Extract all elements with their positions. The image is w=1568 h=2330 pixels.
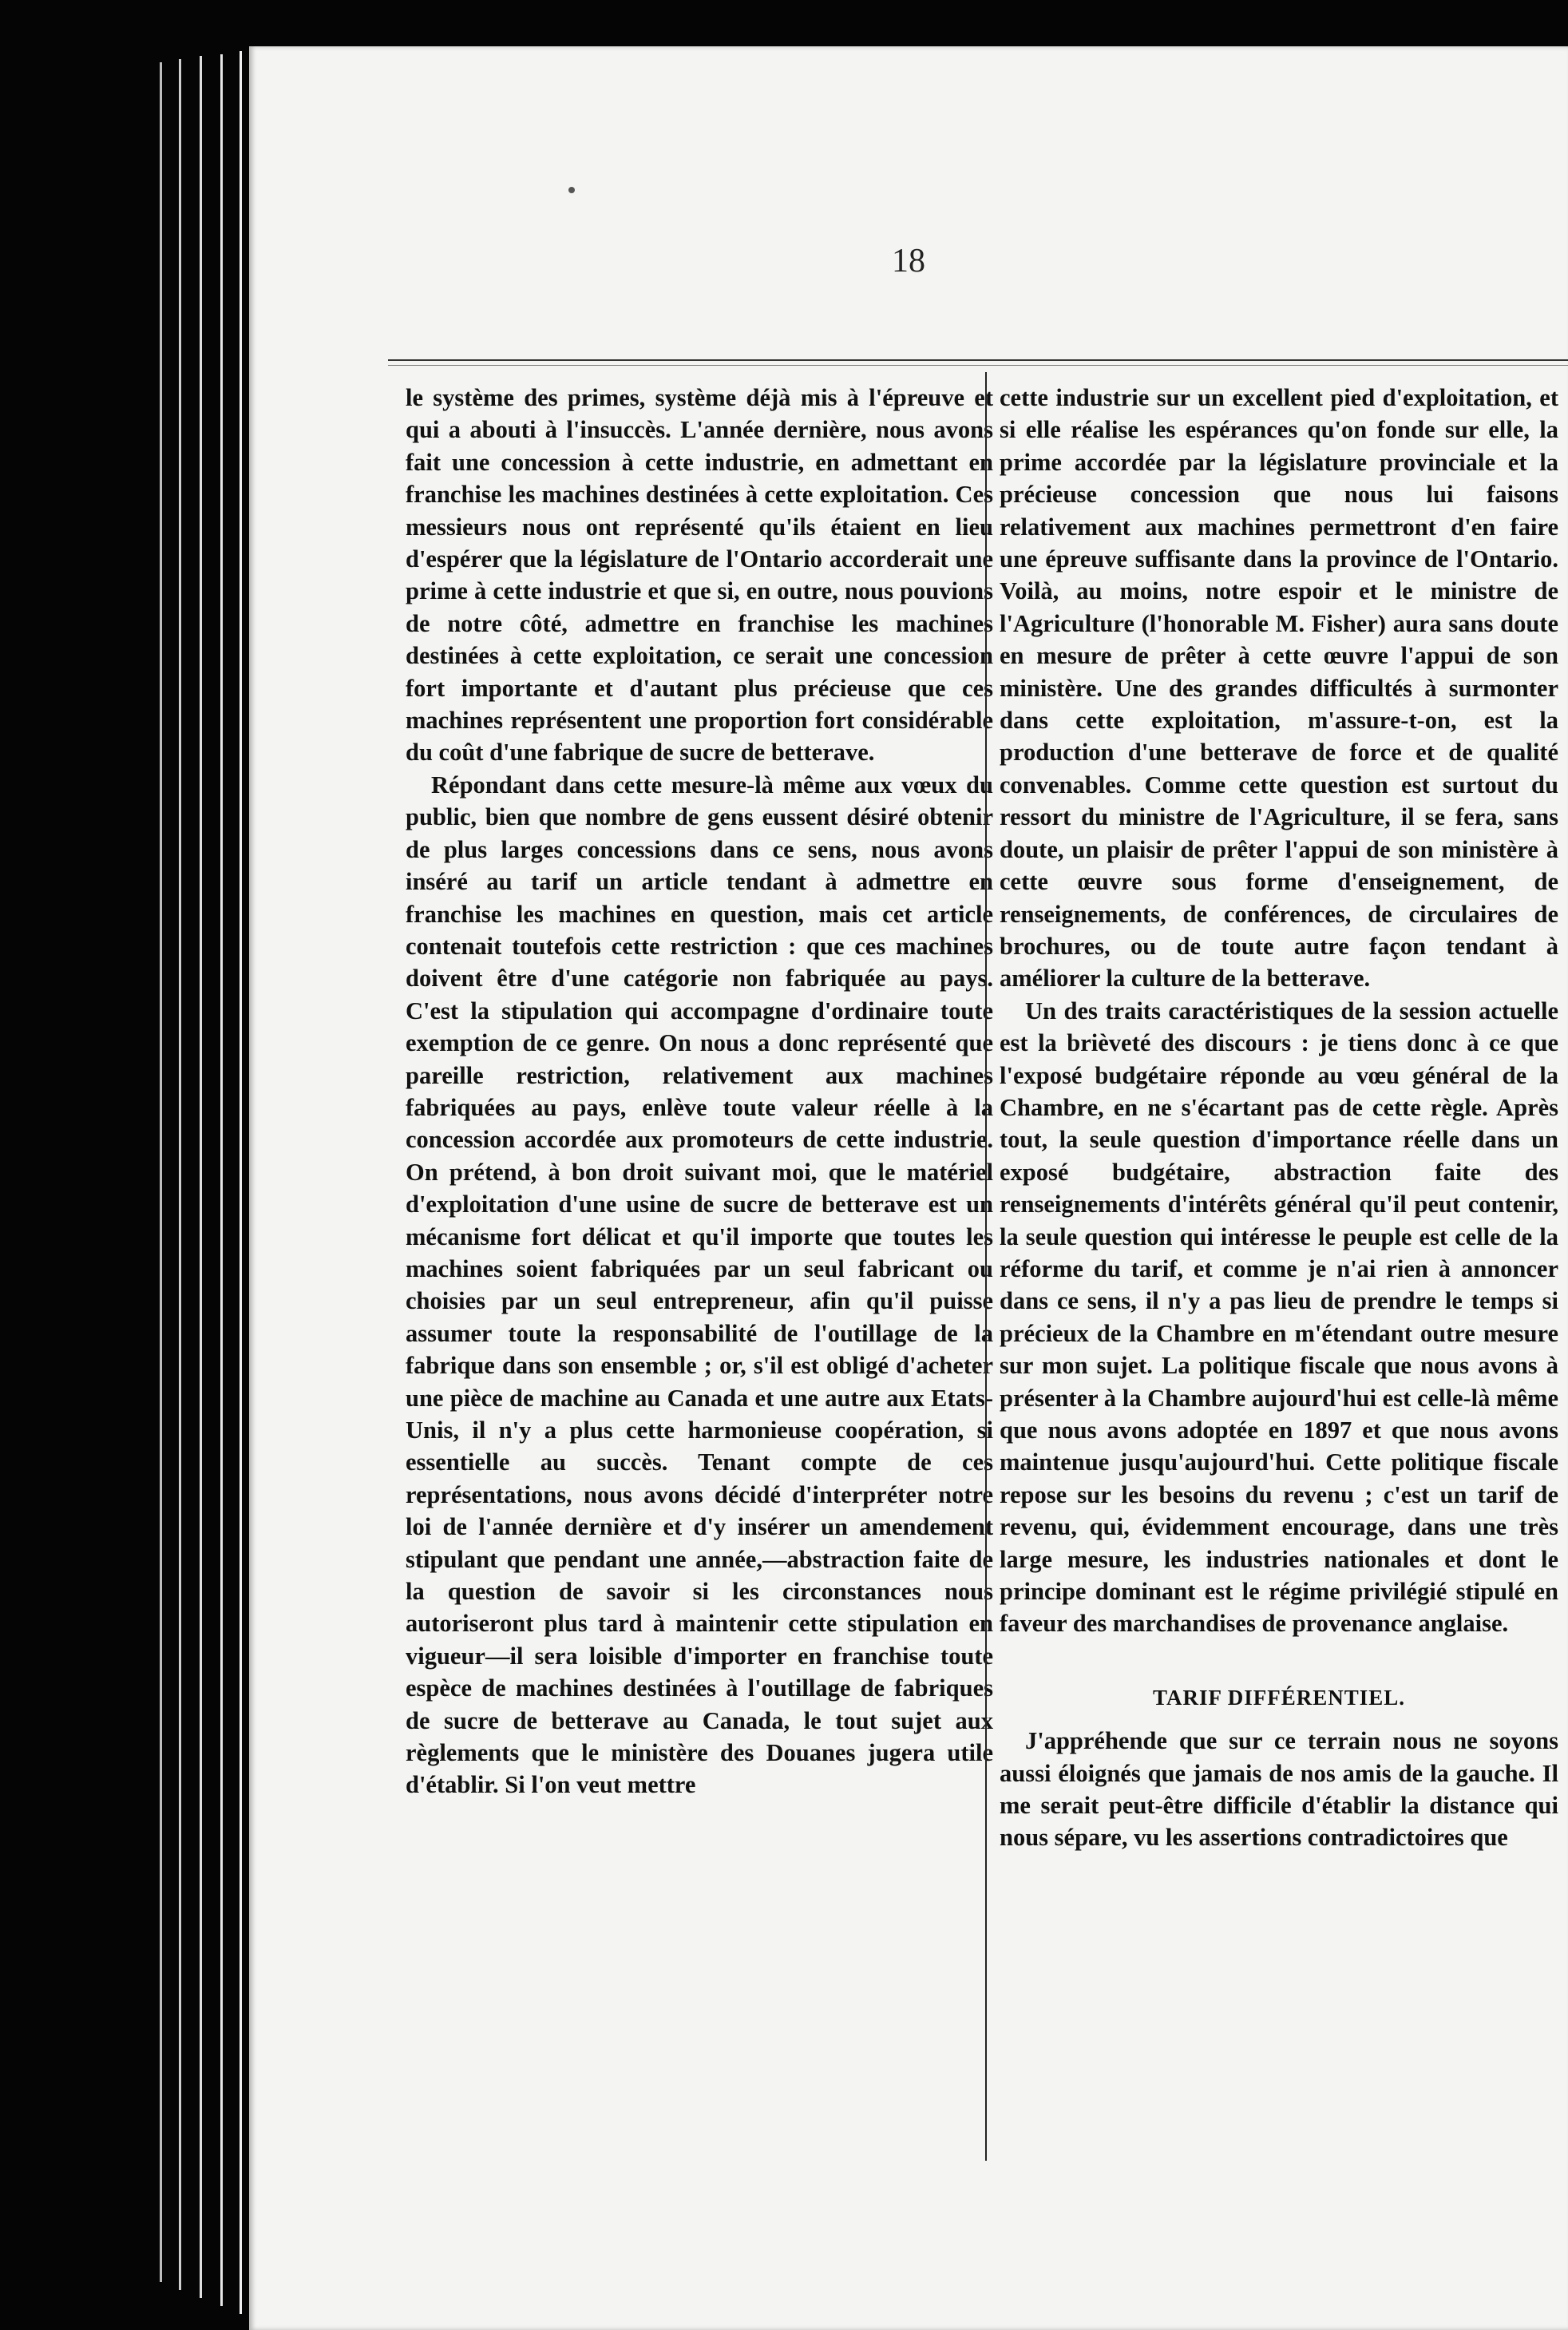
section-paragraph-1: J'appréhende que sur ce terrain nous ne soyons aussi éloignés que jamais de nos amis de la gauche. Il me serait peut-être difficile d'établir la distance qui nous sépare, vu les assertions contradictoires que <box>1000 1727 1558 1852</box>
page-edge <box>179 59 181 2290</box>
section-heading: TARIF DIFFÉRENTIEL. <box>1152 1685 1406 1710</box>
page-edge <box>160 62 162 2282</box>
left-column <box>406 382 993 1801</box>
column-divider <box>985 372 987 2161</box>
page-edge <box>200 56 202 2298</box>
header-rule-thin <box>388 365 1568 366</box>
page-edge <box>220 54 223 2306</box>
ink-speck <box>568 187 575 193</box>
document-page <box>249 46 1568 2330</box>
page-number: 18 <box>892 243 925 279</box>
header-rule <box>388 359 1568 361</box>
right-paragraph-2: Un des traits caractéristiques de la session actuelle est la brièveté des discours : je tiens donc à ce que l'exposé budgétaire réponde au vœu général de la Chambre, en ne s'écartant pas de cette règle. Après tout, la seule question d'importance réelle dans un exposé budgétaire, abstraction faite des renseignements d'intérêts général qu'il peut contenir, la seule question qui intéresse le peuple est celle de la réforme du tarif, et comme je n'ai rien à annoncer dans ce sens, il n'y a pas lieu de prendre le temps si précieux de la Chambre en m'étendant outre mesure sur mon sujet. La politique fiscale que nous avons à présenter à la Chambre aujourd'hui est celle-là même que nous avons adoptée en 1897 et que nous avons maintenue jusqu'aujourd'hui. Cette politique fiscale repose sur les besoins du revenu ; c'est un tarif de revenu, qui, évidemment encourage, dans une très large mesure, les industries nationales et dont le principe dominant est le régime privilégié stipulé en faveur des marchandises de provenance anglaise. <box>1000 997 1558 1638</box>
right-column <box>996 382 1558 1854</box>
right-paragraph-1: cette industrie sur un excellent pied d'exploitation, et si elle réalise les espérances qu'on fonde sur elle, la prime accordée par la législature provinciale et la précieuse concession que nous lui faisons relativement aux machines permettront d'en faire une épreuve suffisante dans la province de l'Ontario. Voilà, au moins, notre espoir et le ministre de l'Agriculture (l'honorable M. Fisher) aura sans doute en mesure de prêter à cette œuvre l'appui de son ministère. Une des grandes difficultés à surmonter dans cette exploitation, m'assure-t-on, est la production d'une betterave de force et de qualité convenables. Comme cette question est surtout du ressort du ministre de l'Agriculture, il se fera, sans doute, un plaisir de prêter l'appui de son ministère à cette œuvre sous forme d'enseignement, de renseignements, de conférences, de circulaires de brochures, ou de toute autre façon tendant à améliorer la culture de la betterave. <box>1000 384 1558 993</box>
left-paragraph-2: Répondant dans cette mesure-là même aux vœux du public, bien que nombre de gens eussent désiré obtenir de plus larges concessions dans ce sens, nous avons inséré au tarif un article tendant à admettre en franchise les machines en question, mais cet article contenait toutefois cette restriction : que ces machines doivent être d'une catégorie non fabriquée au pays. C'est la stipulation qui accompagne d'ordinaire toute exemption de ce genre. On nous a donc représenté que pareille restriction, relativement aux machines fabriquées au pays, enlève toute valeur réelle à la concession accordée aux promoteurs de cette industrie. On prétend, à bon droit suivant moi, que le matériel d'exploitation d'une usine de sucre de betterave est un mécanisme fort délicat et qu'il importe que toutes les machines soient fabriquées par un seul fabricant ou choisies par un seul entrepreneur, afin qu'il puisse assumer toute la responsabilité de l'outillage de la fabrique dans son ensemble ; or, s'il est obligé d'acheter une pièce de machine au Canada et une autre aux Etats-Unis, il n'y a plus cette harmonieuse coopération, si essentielle au succès. Tenant compte de ces représentations, nous avons décidé d'interpréter notre loi de l'année dernière et d'y insérer un amendement stipulant que pendant une année,—abstraction faite de la question de savoir si les circonstances nous autoriseront plus tard à maintenir cette stipulation en vigueur—il sera loisible d'importer en franchise toute espèce de machines destinées à l'outillage de fabriques de sucre de betterave au Canada, le tout sujet aux règlements que le ministère des Douanes jugera utile d'établir. Si l'on veut mettre <box>406 771 993 1799</box>
left-paragraph-1: le système des primes, système déjà mis à l'épreuve et qui a abouti à l'insuccès. L'année dernière, nous avons fait une concession à cette industrie, en admettant en franchise les machines destinées à cette exploitation. Ces messieurs nous ont représenté qu'ils étaient en lieu d'espérer que la législature de l'Ontario accorderait une prime à cette industrie et que si, en outre, nous pouvions de notre côté, admettre en franchise les machines destinées à cette exploitation, ce serait une concession fort importante et d'autant plus précieuse que ces machines représentent une proportion fort considérable du coût d'une fabrique de sucre de betterave. <box>406 384 993 767</box>
page-edge <box>240 51 242 2314</box>
